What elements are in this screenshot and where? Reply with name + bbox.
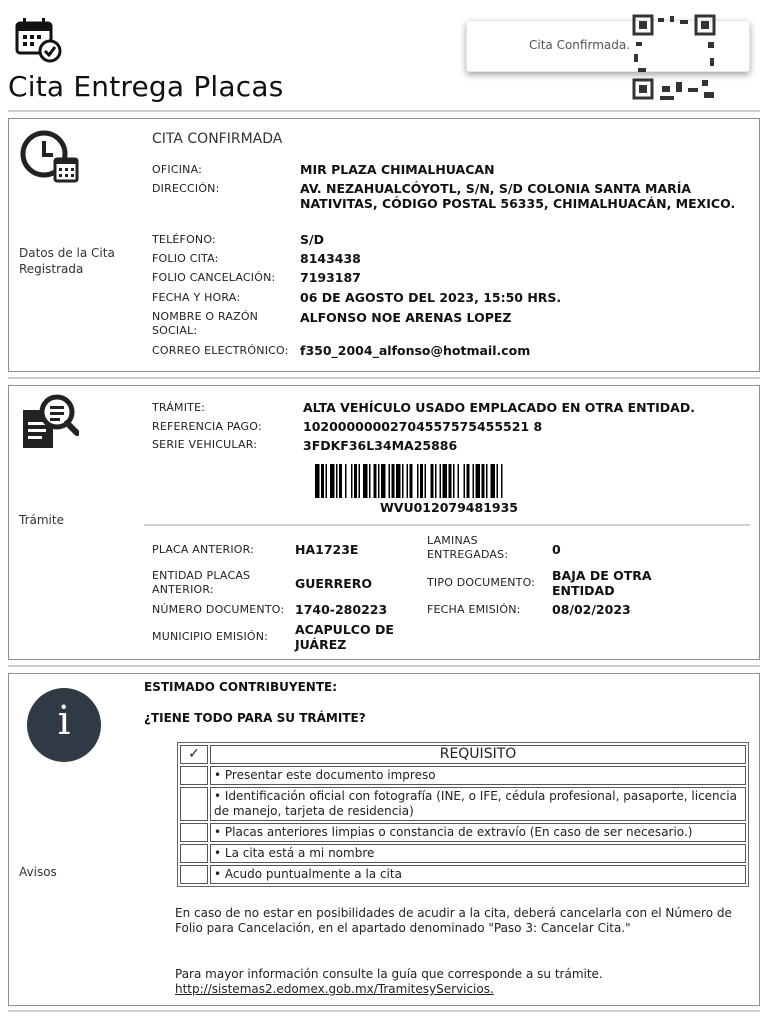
field-label-referencia: REFERENCIA PAGO: (152, 420, 262, 433)
field-value-oficina: MIR PLAZA CHIMALHUACAN (300, 162, 495, 177)
field-value-folio-cancelacion: 7193187 (300, 270, 361, 285)
field-label-serie: SERIE VEHICULAR: (152, 438, 258, 451)
info-note-text: Para mayor información consulte la guía que corresponde a su trámite. (175, 967, 603, 981)
requirement-column-header: REQUISITO (210, 745, 746, 764)
field-value-tramite: ALTA VEHÍCULO USADO EMPLACADO EN OTRA ENTIDAD. (303, 400, 695, 415)
requirement-text: • Placas anteriores limpias o constancia de extravío (En caso de ser necesario.) (210, 823, 746, 842)
table-row (180, 787, 746, 821)
requirement-checkbox[interactable] (180, 823, 208, 842)
section-divider (8, 377, 760, 379)
procedure-side-label: Trámite (19, 513, 64, 527)
page-title: Cita Entrega Placas (8, 70, 284, 103)
field-label-telefono: TELÉFONO: (152, 233, 216, 246)
requirement-text: • Identificación oficial con fotografía (INE, o IFE, cédula profesional, pasaporte, licencia de manejo, tarjeta de residencia) (210, 787, 746, 821)
detail-label-tipo-documento: TIPO DOCUMENTO: (427, 576, 536, 589)
info-note (175, 967, 735, 997)
section-divider (8, 1010, 760, 1012)
detail-value-fecha-emision: 08/02/2023 (552, 602, 631, 617)
requirement-checkbox[interactable] (180, 787, 208, 821)
cancellation-note: En caso de no estar en posibilidades de acudir a la cita, deberá cancelarla con el Número de Folio para Cancelación, en el apartado denominado "Paso 3: Cancelar Cita." (175, 906, 732, 935)
header-divider (8, 110, 760, 112)
detail-label-placa-anterior: PLACA ANTERIOR: (152, 543, 255, 556)
detail-value-tipo-documento: BAJA DE OTRA ENTIDAD (552, 568, 652, 598)
barcode (309, 464, 589, 498)
notices-title: ESTIMADO CONTRIBUYENTE: (144, 680, 338, 694)
field-value-correo: f350_2004_alfonso@hotmail.com (300, 343, 531, 358)
field-label-tramite: TRÁMITE: (152, 401, 206, 414)
requirement-text: • Presentar este documento impreso (210, 766, 746, 785)
appointment-heading: CITA CONFIRMADA (152, 131, 283, 147)
field-value-nombre: ALFONSO NOE ARENAS LOPEZ (300, 310, 512, 325)
detail-label-laminas: LAMINAS ENTREGADAS: (427, 534, 509, 561)
info-icon-glyph: i (57, 698, 71, 744)
notices-section (8, 673, 760, 1006)
calendar-check-icon (14, 16, 64, 64)
field-label-fecha-hora: FECHA Y HORA: (152, 291, 241, 304)
requirement-checkbox[interactable] (180, 865, 208, 884)
detail-label-entidad: ENTIDAD PLACAS ANTERIOR: (152, 569, 251, 596)
field-value-referencia: 10200000002704557575455521 8 (303, 419, 543, 434)
notices-question: ¿TIENE TODO PARA SU TRÁMITE? (144, 711, 366, 725)
appointment-side-label: Datos de la Cita Registrada (19, 246, 115, 276)
barcode-text: WVU012079481935 (380, 500, 518, 515)
field-value-fecha-hora: 06 DE AGOSTO DEL 2023, 15:50 HRS. (300, 290, 562, 305)
field-value-serie: 3FDKF36L34MA25886 (303, 438, 458, 453)
field-label-correo: CORREO ELECTRÓNICO: (152, 344, 289, 357)
section-divider (8, 665, 760, 667)
requirement-text: • La cita está a mi nombre (210, 844, 746, 863)
field-label-oficina: OFICINA: (152, 163, 203, 176)
detail-value-placa-anterior: HA1723E (295, 542, 359, 557)
detail-value-entidad: GUERRERO (295, 576, 372, 591)
field-value-direccion: AV. NEZAHUALCÓYOTL, S/N, S/D COLONIA SANTA MARÍA NATIVITAS, CÓDIGO POSTAL 56335, CHIMALHUACÁN, MEXICO. (300, 181, 736, 211)
requirements-table (177, 742, 749, 887)
document-search-icon (21, 392, 79, 450)
detail-value-laminas: 0 (552, 542, 561, 557)
check-column-header: ✓ (180, 745, 208, 764)
table-row (180, 766, 746, 785)
clock-calendar-icon (19, 127, 79, 187)
inner-divider (144, 524, 750, 526)
field-value-folio-cita: 8143438 (300, 251, 361, 266)
notices-side-label: Avisos (19, 865, 57, 879)
qr-code-icon (632, 14, 718, 102)
table-row (180, 844, 746, 863)
procedure-section (8, 385, 760, 660)
detail-value-municipio: ACAPULCO DE JUÁREZ (295, 622, 394, 652)
detail-label-municipio: MUNICIPIO EMISIÓN: (152, 630, 269, 643)
appointment-section (8, 118, 760, 372)
services-link[interactable]: http://sistemas2.edomex.gob.mx/TramitesyServicios. (175, 982, 494, 996)
requirements-header-row (180, 745, 746, 764)
detail-label-numero-documento: NÚMERO DOCUMENTO: (152, 603, 285, 616)
field-value-telefono: S/D (300, 232, 324, 247)
requirement-checkbox[interactable] (180, 844, 208, 863)
field-label-direccion: DIRECCIÓN: (152, 182, 220, 195)
requirement-text: • Acudo puntualmente a la cita (210, 865, 746, 884)
field-label-nombre: NOMBRE O RAZÓN SOCIAL: (152, 310, 259, 337)
table-row (180, 823, 746, 842)
detail-label-fecha-emision: FECHA EMISIÓN: (427, 603, 521, 616)
toast-message: Cita Confirmada. (529, 38, 631, 52)
field-label-folio-cancelacion: FOLIO CANCELACIÓN: (152, 271, 276, 284)
requirement-checkbox[interactable] (180, 766, 208, 785)
info-icon (27, 688, 101, 762)
field-label-folio-cita: FOLIO CITA: (152, 252, 219, 265)
table-row (180, 865, 746, 884)
detail-value-numero-documento: 1740-280223 (295, 602, 388, 617)
